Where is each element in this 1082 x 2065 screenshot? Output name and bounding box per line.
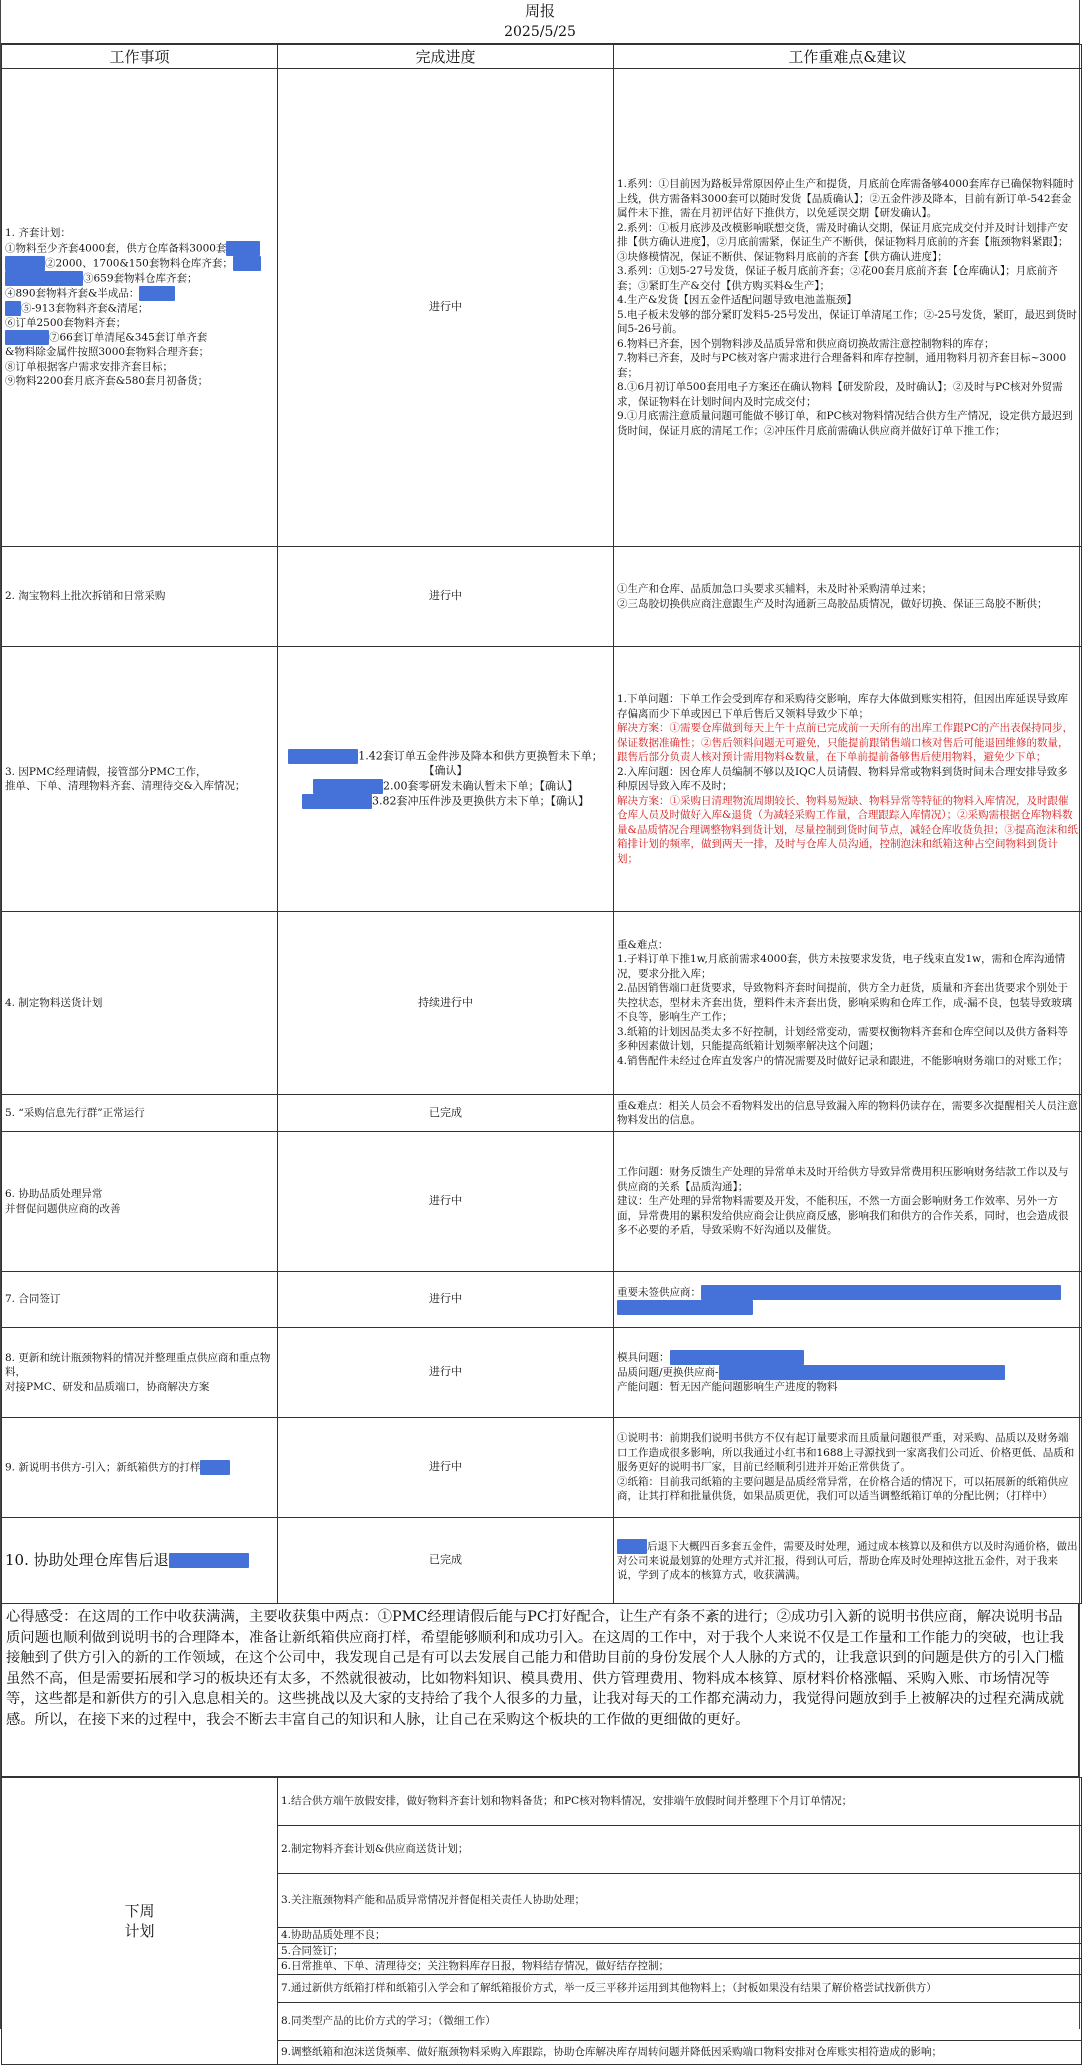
- table-row: [2, 1132, 1082, 1272]
- table-row: [2, 647, 1082, 912]
- row-item: 4. 制定物料送货计划: [2, 912, 278, 1095]
- redaction: [701, 1285, 1061, 1300]
- row-progress: 进行中: [278, 1272, 614, 1328]
- row-item: 10. 协助处理仓库售后退: [2, 1518, 278, 1604]
- redaction: [200, 1460, 230, 1475]
- table-row: [2, 1518, 1082, 1604]
- report-date: 2025/5/25: [1, 22, 1079, 44]
- row-item: 1. 齐套计划： ①物料至少齐套4000套，供方仓库备料3000套 ②2000、1700&150套物料仓库齐套； ③659套物料仓库齐套； ④890套物料齐套&半成品： ⑤-913套物料齐套&清尾； ⑥订单2500套物料齐套； ⑦66套订单清尾&345套订单齐套 &物料除金属件按照3000套物料合理齐套； ⑧订单根据客户需求安排齐套目标； ⑨物料2200套月底齐套&580套月初备货；: [2, 69, 278, 547]
- report-title: 周报: [524, 2, 555, 20]
- row-notes: 模具问题： 品质问题/更换供应商- 产能问题：暂无因产能问题影响生产进度的物料: [614, 1328, 1082, 1418]
- redaction: [617, 1300, 753, 1315]
- work-table: [1, 44, 1082, 1604]
- row-progress: 1.42套订单五金件涉及降本和供方更换暂未下单；【确认】 2.00套零研发未确认暂未下单；【确认】 3.82套冲压件涉及更换供方未下单；【确认】: [278, 647, 614, 912]
- row-progress: 已完成: [278, 1518, 614, 1604]
- row-notes: 重&难点：相关人员会不看物料发出的信息导致漏入库的物料仍读存在，需要多次提醒相关人员注意物料发出的信息。: [614, 1095, 1082, 1132]
- row-notes: 1.下单问题：下单工作会受到库存和采购待交影响，库存大体做到账实相符，但因出库延误导致库存偏离而少下单或因已下单后售后又领料导致少下单； 解决方案：①需要仓库做到每天上午十点前已完成前一天所有的出库工作跟PC的产出表保持同步，保证数据准确性；②售后领料问题无可避免，只能提前跟销售端口核对售后可能退回维修的数量，跟售后部分负责人核对预计需用物料&数量，在下单前提前备够售后使用物料，避免少下单； 2.入库问题：因仓库人员编制不够以及IQC人员请假、物料异常或物料到货时间未合理安排导致多种原因导致入库不及时； 解决方案：①采购日清理物流周期较长、物料易短缺、物料异常等特征的物料入库情况，及时跟催仓库人员及时做好入库&退货（为减轻采购工作量，合理跟踪入库情况）；②采购需根据仓库物料数量&品质情况合理调整物料到货计划，尽量控制到货时间节点，减轻仓库收货负担；③提高泡沫和纸箱排计划的频率，做到两天一排，及时与仓库人员沟通，控制泡沫和纸箱这种占空间物料到货计划；: [614, 647, 1082, 912]
- row-notes: ①生产和仓库、品质加急口头要求买辅料，未及时补采购清单过来； ②三岛胶切换供应商注意跟生产及时沟通新三岛胶品质情况，做好切换、保证三岛胶不断供；: [614, 547, 1082, 647]
- plan-item: 4.协助品质处理不良；: [278, 1928, 1082, 1944]
- plan-item: 8.同类型产品的比价方式的学习；（微细工作）: [278, 2002, 1082, 2040]
- redaction: [5, 301, 21, 316]
- redaction: [670, 1350, 804, 1365]
- table-row: [2, 1095, 1082, 1132]
- row-notes: 后退下大概四百多套五金件，需要及时处理，通过成本核算以及和供方以及时沟通价格，做出对公司来说最划算的处理方式并汇报，得到认可后，帮助仓库及时处理掉这批五金件，对于我来说，学到了成本的核算方式，收获满满。: [614, 1518, 1082, 1604]
- plan-item: 2.制定物料齐套计划&供应商送货计划；: [278, 1826, 1082, 1874]
- table-row: [2, 1418, 1082, 1518]
- redaction: [233, 256, 261, 271]
- plan-item: 9.调整纸箱和泡沫送货频率、做好瓶颈物料采购入库跟踪，协助仓库解决库存周转问题并降低因采购端口物料安排对仓库账实相符造成的影响；: [278, 2040, 1082, 2064]
- row-notes: 重&难点： 1.子料订单下推1w,月底前需求4000套，供方未按要求发货，电子线束直发1w，需和仓库沟通情况，要求分批入库； 2.品因销售端口赶货要求，导致物料齐套时间提前，供方全力赶货，质量和齐套出货要求个别处于失控状态，型材未齐套出货，塑料件未齐套出货，影响采购和仓库工作，成-漏不良，包装导致玻璃不良等，影响生产工作； 3.纸箱的计划因品类太多不好控制，计划经常变动，需要权衡物料齐套和仓库空间以及供方备料等多种因素做计划，只能提高纸箱计划频率解决这个问题； 4.销售配件未经过仓库直发客户的情况需要及时做好记录和跟进，不能影响财务端口的对账工作；: [614, 912, 1082, 1095]
- redaction: [617, 1539, 647, 1554]
- redaction: [313, 779, 383, 794]
- row-notes: 重要未签供应商：: [614, 1272, 1082, 1328]
- column-header-item: 工作事项: [2, 45, 278, 69]
- row-notes: 工作问题：财务反馈生产处理的异常单未及时开给供方导致异常费用积压影响财务结款工作以及与供应商的关系【品质沟通】； 建议：生产处理的异常物料需要及开发，不能积压，不然一方面会影响财务工作效率、另外一方面，异常费用的累积发给供应商会让供应商反感，影响我们和供方的合作关系，同时，也会造成很多不必要的矛盾，导致采购不好沟通以及催货。: [614, 1132, 1082, 1272]
- row-progress: 进行中: [278, 1132, 614, 1272]
- column-header-progress: 完成进度: [278, 45, 614, 69]
- redaction: [302, 794, 372, 809]
- redaction: [288, 749, 358, 764]
- redaction: [139, 286, 175, 301]
- row-progress: 进行中: [278, 69, 614, 547]
- plan-item: 3.关注瓶颈物料产能和品质异常情况并督促相关责任人协助处理；: [278, 1874, 1082, 1928]
- column-header-notes: 工作重难点&建议: [614, 45, 1082, 69]
- table-row: [2, 69, 1082, 547]
- plan-label: 下周 计划: [2, 1778, 278, 2065]
- row-item: 9. 新说明书供方-引入；新纸箱供方的打样: [2, 1418, 278, 1518]
- row-item: 2. 淘宝物料上批次拆销和日常采购: [2, 547, 278, 647]
- redaction: [719, 1365, 1005, 1380]
- table-row: [2, 1272, 1082, 1328]
- row-item: 6. 协助品质处理异常 并督促问题供应商的改善: [2, 1132, 278, 1272]
- plan-item: 5.合同签订；: [278, 1943, 1082, 1959]
- table-row: [2, 912, 1082, 1095]
- redaction: [5, 256, 45, 271]
- redaction: [169, 1553, 249, 1568]
- row-progress: 已完成: [278, 1095, 614, 1132]
- table-header: [2, 45, 1082, 69]
- row-item: 7. 合同签订: [2, 1272, 278, 1328]
- plan-item: 6.日常推单、下单、清理待交；关注物料库存日报，物料结存情况，做好结存控制；: [278, 1959, 1082, 1975]
- redaction: [5, 271, 83, 286]
- next-week-plan: [1, 1777, 1082, 2065]
- row-progress: 持续进行中: [278, 912, 614, 1095]
- row-item: 3. 因PMC经理请假，接管部分PMC工作， 推单、下单、清理物料齐套、清理待交&入库情况；: [2, 647, 278, 912]
- row-progress: 进行中: [278, 1418, 614, 1518]
- table-row: [2, 1328, 1082, 1418]
- redaction: [226, 241, 260, 256]
- plan-item: 1.结合供方端午放假安排，做好物料齐套计划和物料备货；和PC核对物料情况，安排端午放假时间并整理下个月订单情况；: [278, 1778, 1082, 1826]
- plan-row: [2, 1778, 1082, 1826]
- redaction: [5, 330, 49, 345]
- row-item: 8. 更新和统计瓶颈物料的情况并整理重点供应商和重点物料， 对接PMC、研发和品质端口，协商解决方案: [2, 1328, 278, 1418]
- table-row: [2, 547, 1082, 647]
- row-notes: ①说明书：前期我们说明书供方不仅有起订量要求而且质量问题很严重，对采购、品质以及财务端口工作造成很多影响，所以我通过小红书和1688上寻源找到一家离我们公司近、价格更低、品质和服务更好的说明书厂家，目前已经顺利引进并开始正常供货了。 ②纸箱：目前我司纸箱的主要问题是品质经常异常，在价格合适的情况下，可以拓展新的纸箱供应商，让其打样和批量供货，如果品质更优，我们可以适当调整纸箱订单的分配比例；（打样中）: [614, 1418, 1082, 1518]
- plan-item: 7.通过新供方纸箱打样和纸箱引入学会和了解纸箱报价方式，举一反三平移并运用到其他物料上；（封板如果没有结果了解价格尝试找新供方）: [278, 1974, 1082, 2002]
- row-progress: 进行中: [278, 1328, 614, 1418]
- reflection-summary: 心得感受：在这周的工作中收获满满，主要收获集中两点：①PMC经理请假后能与PC打好配合，让生产有条不紊的进行；②成功引入新的说明书供应商，解决说明书品质问题也顺利做到说明书的合理降本，准备让新纸箱供应商打样，希望能够顺利和成功引入。在这周的工作中，对于我个人来说不仅是工作量和工作能力的突破，也让我接触到了供方引入的新的工作领域，在这个公司中，我发现自己是有可以去发展自己能力和借助目前的身份发展个人人脉的方式的，让我意识到的问题是供方的引入门槛虽然不高，但是需要拓展和学习的板块还有太多，不然就很被动，比如物料知识、模具费用、供方管理费用、物料成本核算、原材料价格涨幅、采购入账、市场情况等等，这些都是和新供方的引入息息相关的。这些挑战以及大家的支持给了我个人很多的力量，让我对每天的工作都充满动力，我觉得问题放到手上被解决的过程充满成就感。所以，在接下来的过程中，我会不断去丰富自己的知识和人脉，让自己在采购这个板块的工作做的更细做的更好。: [1, 1604, 1079, 1777]
- row-progress: 进行中: [278, 547, 614, 647]
- row-item: 5. “采购信息先行群”正常运行: [2, 1095, 278, 1132]
- row-notes: 1.系列：①目前因为路板异常原因停止生产和提货，月底前仓库需备够4000套库存已确保物料随时上线，供方需备料3000套可以随时发货【品质确认】；②五金件涉及降本，目前有新订单-542套金属件未下推，需在月初评估好下推供方，以免延误交期【研发确认】。 2.系列：①板月底涉及改模影响联想交货，需及时确认交期，保证月底完成交付并及时计划排产安排【供方确认进度】，②月底前需紧，保证生产不断供，保证物料月底前的齐套【瓶颈物料紧跟】；③块修模情况，保证不断供、保证物料月底前的齐套【供方确认进度】； 3.系列：①划5-27号发货，保证子板月底前齐套；②花00套月底前齐套【仓库确认】；月底前齐套；③紧盯生产&交付【供方购买料&生产】； 4.生产&发货【因五金件适配问题导致电池盖瓶颈】 5.电子板未发够的部分紧盯发料5-25号发出，保证订单清尾工作；②-25号发货，紧盯，最迟到货时间5-26号前。 6.物料已齐套，因个别物料涉及品质异常和供应商切换故需注意控制物料的库存； 7.物料已齐套，及时与PC核对客户需求进行合理备料和库存控制，通用物料月初齐套目标~3000套； 8.①6月初订单500套用电子方案还在确认物料【研发阶段，及时确认】；②及时与PC核对外贸需求，保证物料在计划时间内及时完成交付； 9.①月底需注意质量问题可能做不够订单，和PC核对物料情况结合供方生产情况，设定供方最迟到货时间，保证月底的清尾工作；②冲压件月底前需确认供应商并做好订单下推工作；: [614, 69, 1082, 547]
